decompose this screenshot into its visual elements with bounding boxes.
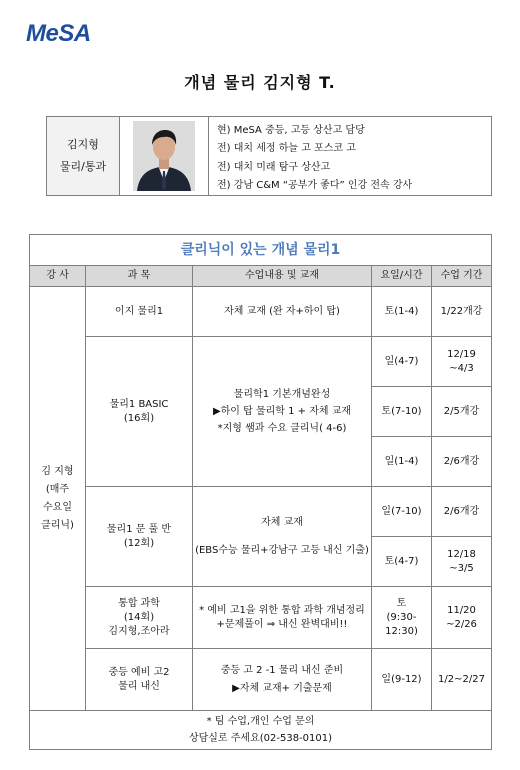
header-course: 과 목 <box>86 266 193 287</box>
teacher-name-cell <box>47 117 120 195</box>
period-cell: 2/6개강 <box>432 437 492 487</box>
content-cell: * 예비 고1을 위한 통합 과학 개념정리 +문제풀이 ⇒ 내신 완벽대비!! <box>193 587 372 649</box>
schedule-banner: 클리닉이 있는 개념 물리1 <box>30 235 492 266</box>
time-cell: 토(7-10) <box>372 387 432 437</box>
page-title: 개념 물리 김지형 T. <box>184 73 336 92</box>
table-row <box>30 649 492 711</box>
table-row <box>30 487 492 537</box>
teacher-portrait-image <box>133 121 195 191</box>
content-cell: 중등 고 2 -1 물리 내신 준비 ▶자체 교재+ 기출문제 <box>193 649 372 711</box>
course-cell: 통합 과학 (14회) 김지형,조아라 <box>86 587 193 649</box>
mesa-logo: MeSA <box>26 20 91 47</box>
course-cell: 중등 예비 고2 물리 내신 <box>86 649 193 711</box>
period-cell: 1/22개강 <box>432 287 492 337</box>
time-cell: 일(7-10) <box>372 487 432 537</box>
career-line: 전) 강남 C&M “공부가 좋다” 인강 전속 강사 <box>217 179 413 191</box>
period-cell: 11/20 ~2/26 <box>432 587 492 649</box>
teacher-subject: 물리/통과 <box>59 160 107 173</box>
table-row <box>30 587 492 649</box>
teacher-photo <box>120 117 209 195</box>
header-content: 수업내용 및 교재 <box>193 266 372 287</box>
period-cell: 2/5개강 <box>432 387 492 437</box>
course-cell: 이지 물리1 <box>86 287 193 337</box>
period-cell: 12/19 ~4/3 <box>432 337 492 387</box>
table-row <box>30 337 492 387</box>
time-cell: 일(9-12) <box>372 649 432 711</box>
content-cell: 물리학1 기본개념완성 ▶하이 탑 물리학 1 + 자체 교재 *지형 쌤과 수요 클리닉( 4-6) <box>193 337 372 487</box>
teacher-name: 김지형 <box>67 138 99 151</box>
teacher-cell: 김 지형 (매주 수요일 클리닉) <box>30 287 86 711</box>
course-cell: 물리1 문 풀 반 (12회) <box>86 487 193 587</box>
period-cell: 12/18 ~3/5 <box>432 537 492 587</box>
class-schedule-table <box>29 234 492 750</box>
period-cell: 1/2~2/27 <box>432 649 492 711</box>
contact-footer: * 팀 수업,개인 수업 문의 상담실로 주세요(02-538-0101) <box>30 711 492 750</box>
time-cell: 일(1-4) <box>372 437 432 487</box>
header-period: 수업 기간 <box>432 266 492 287</box>
table-row <box>30 287 492 337</box>
teacher-profile <box>46 116 492 196</box>
header-time: 요일/시간 <box>372 266 432 287</box>
course-cell: 물리1 BASIC (16회) <box>86 337 193 487</box>
time-cell: 일(4-7) <box>372 337 432 387</box>
content-cell: 자체 교재 (완 자+하이 탑) <box>193 287 372 337</box>
career-line: 전) 대치 세정 하늘 고 포스코 고 <box>217 143 356 155</box>
teacher-career <box>209 117 491 195</box>
career-line: 전) 대치 미래 탐구 상산고 <box>217 161 331 173</box>
period-cell: 2/6개강 <box>432 487 492 537</box>
time-cell: 토(1-4) <box>372 287 432 337</box>
career-line: 현) MeSA 중등, 고등 상산고 담당 <box>217 125 365 136</box>
content-cell: 자체 교재 (EBS수능 물리+강남구 고등 내신 기출) <box>193 487 372 587</box>
header-teacher: 강 사 <box>30 266 86 287</box>
time-cell: 토(4-7) <box>372 537 432 587</box>
time-cell: 토 (9:30-12:30) <box>372 587 432 649</box>
table-header-row <box>30 266 492 287</box>
